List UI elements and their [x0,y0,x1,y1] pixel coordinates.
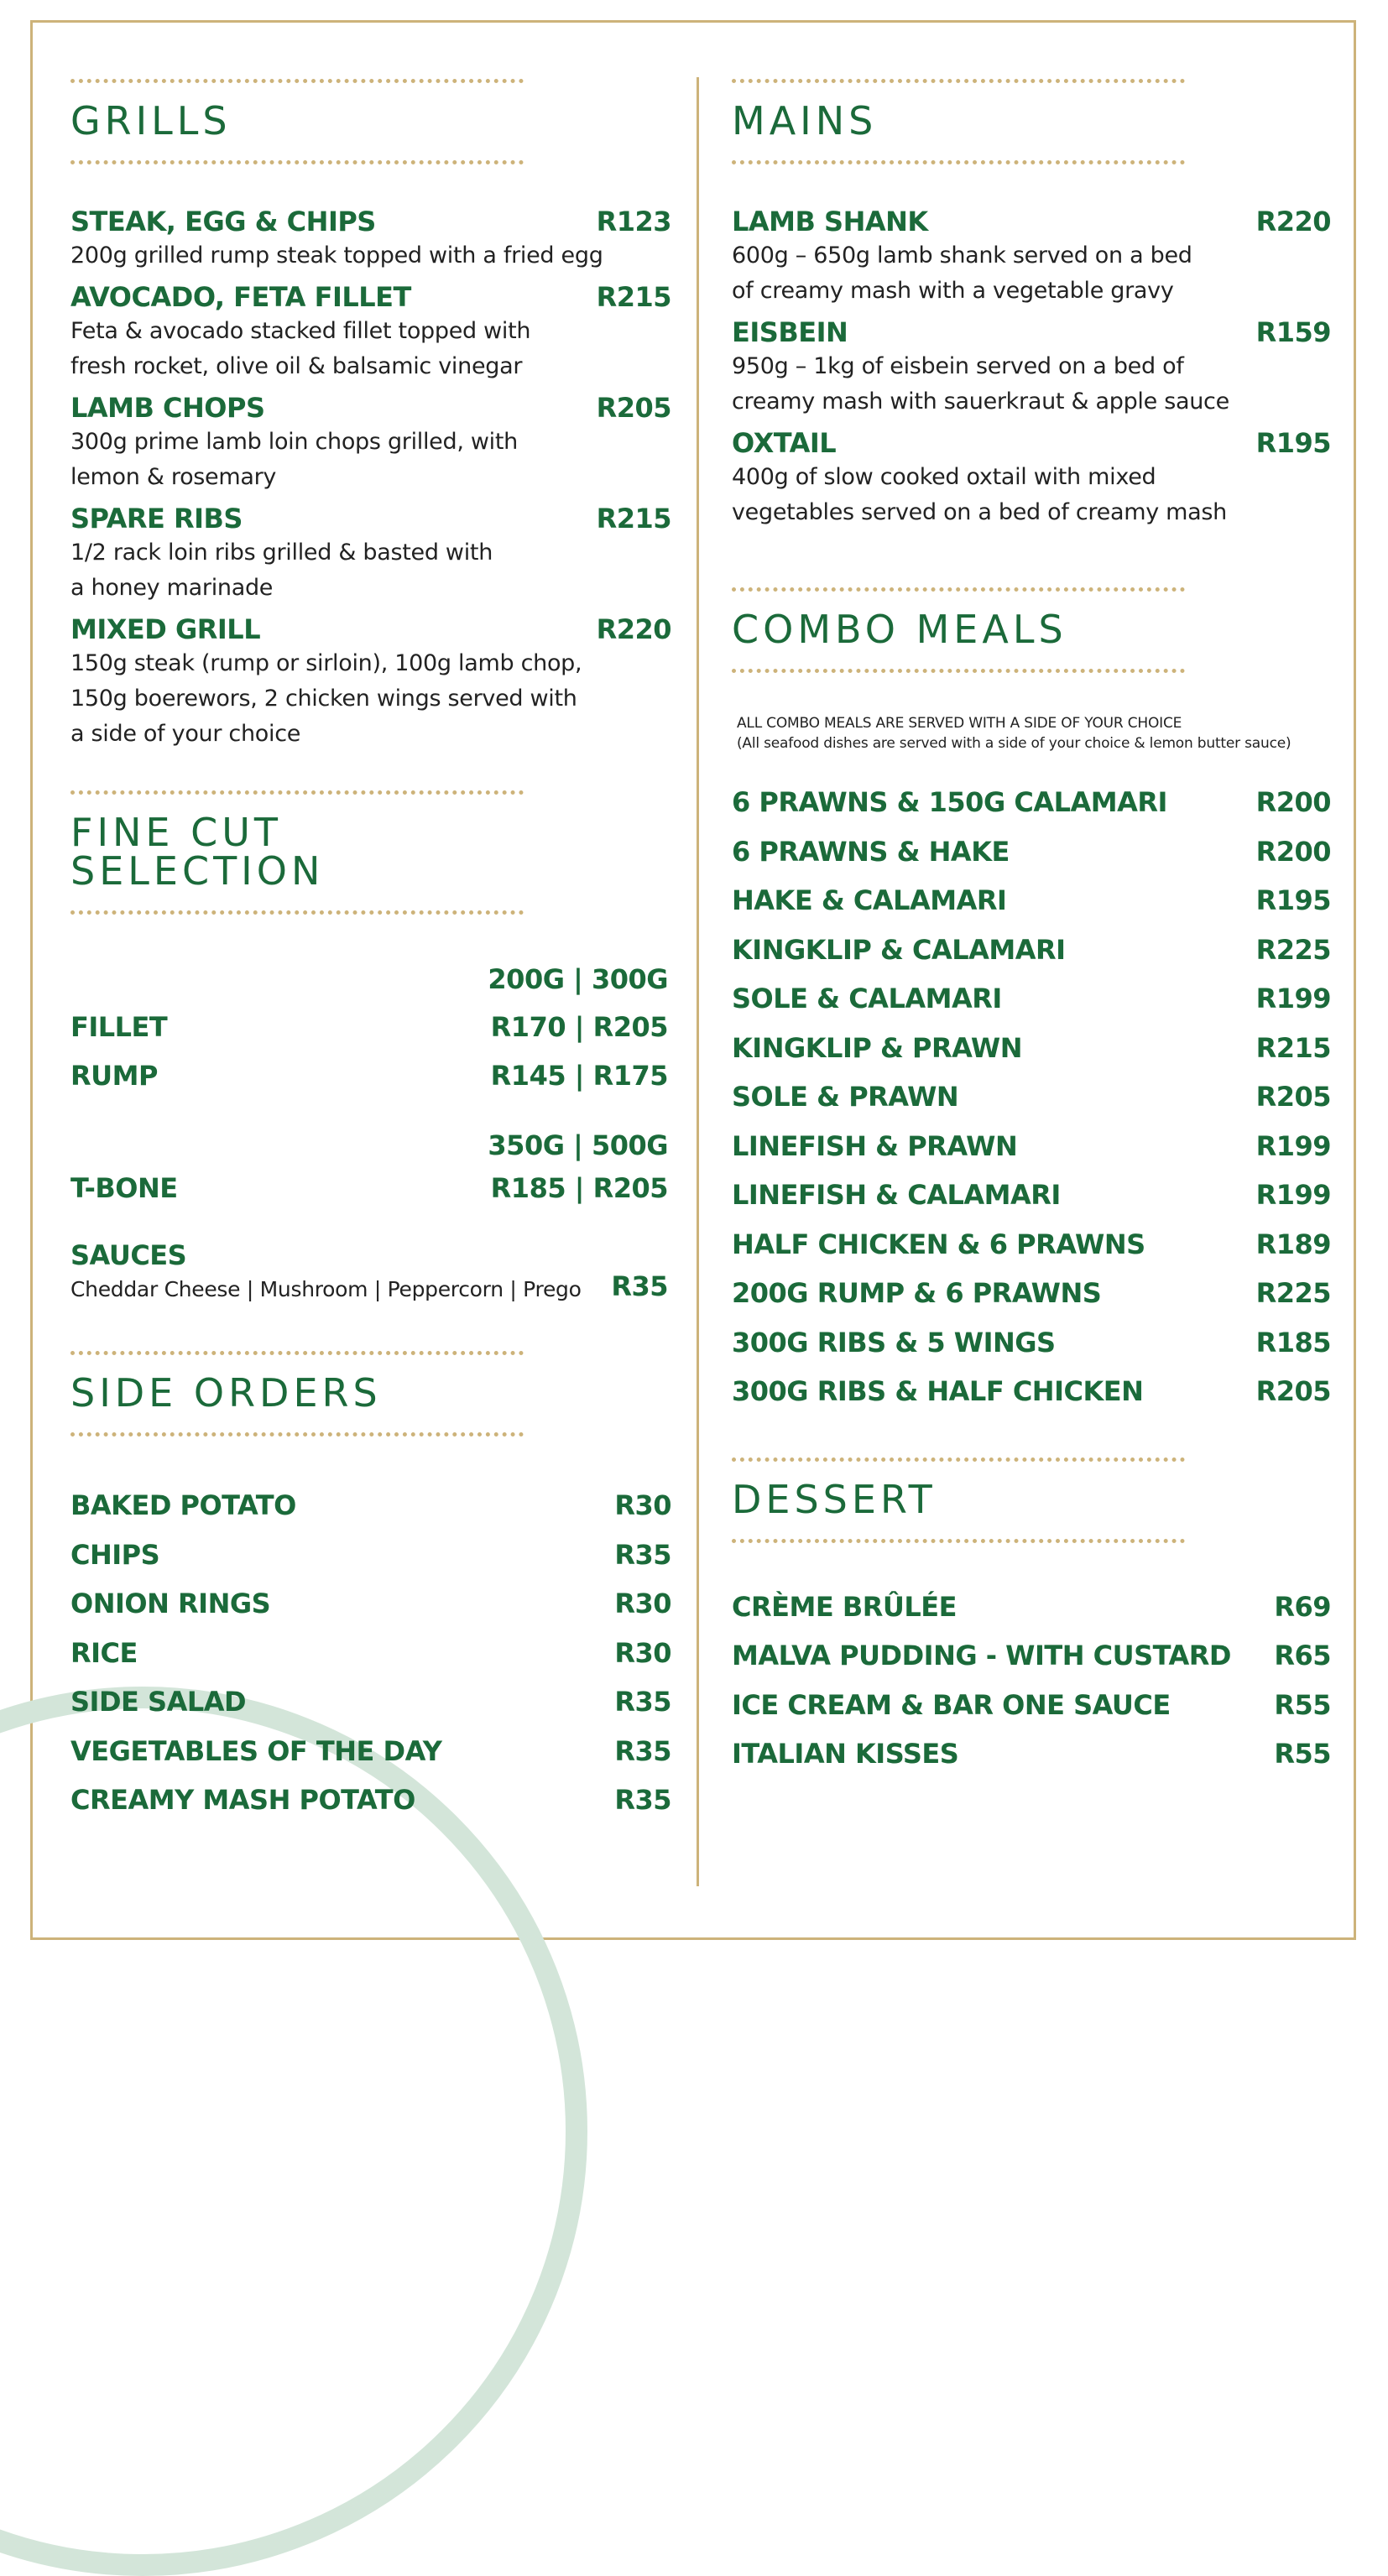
menu-item [732,1129,1331,1163]
menu-item-price: R55 [1274,1688,1331,1721]
menu-item-price: R30 [614,1588,671,1619]
menu-item-name: KINGKLIP & PRAWN [732,1031,1022,1064]
menu-item-name: 200G RUMP & 6 PRAWNS [732,1277,1102,1309]
menu-item [732,884,1331,917]
menu-item-name: AVOCADO, FETA FILLET [70,281,411,313]
menu-item-name: VEGETABLES OF THE DAY [70,1734,442,1767]
menu-item-description: a side of your choice [70,721,301,747]
menu-item-row [732,205,1331,238]
side-orders-header [70,1343,524,1445]
menu-item [732,1374,1331,1408]
menu-item [70,1636,671,1670]
menu-item [70,1538,671,1572]
dotted-rule [70,910,524,915]
menu-item-name: ICE CREAM & BAR ONE SAUCE [732,1688,1171,1721]
side-orders-list [70,1489,671,1817]
menu-item [732,426,1331,530]
menu-item [70,502,671,606]
dotted-rule [70,160,524,164]
menu-item-name: BAKED POTATO [70,1489,296,1521]
menu-item-price: R199 [1255,1179,1331,1211]
menu-item-price: R189 [1255,1228,1331,1260]
combo-note-line-2: (All seafood dishes are served with a side of your choice & lemon butter sauce) [737,735,1291,752]
menu-item-description: Feta & avocado stacked fillet topped with [70,318,531,344]
menu-item [732,933,1331,967]
section-title-dessert: DESSERT [732,1476,937,1522]
menu-item-name: LAMB CHOPS [70,392,265,424]
menu-item-price: R185 [1255,1326,1331,1358]
menu-item-price: R195 [1255,427,1331,459]
menu-item [70,1783,671,1817]
dotted-rule [70,1351,524,1355]
menu-item-description: lemon & rosemary [70,464,277,490]
menu-item [70,391,671,495]
dotted-rule [732,1539,1185,1543]
menu-item [732,1737,1331,1770]
menu-item-name: HALF CHICKEN & 6 PRAWNS [732,1228,1145,1260]
menu-item [732,315,1331,420]
menu-item-price: R215 [1255,1031,1331,1064]
menu-item-price: R69 [1274,1590,1331,1623]
combo-note [737,713,1331,754]
menu-item-row [732,315,1331,349]
dotted-rule [70,79,524,83]
menu-item-name: MIXED GRILL [70,613,261,645]
combo-note-line-1: ALL COMBO MEALS ARE SERVED WITH A SIDE OF YOUR CHOICE [737,715,1182,732]
menu-item-name: SPARE RIBS [70,503,243,534]
menu-item-name: EISBEIN [732,316,848,348]
menu-item [70,1734,671,1768]
menu-item-description: 150g boerewors, 2 chicken wings served with [70,686,577,712]
menu-item [70,1171,668,1205]
menu-item-name: CHIPS [70,1538,160,1571]
menu-item-name: MALVA PUDDING - WITH CUSTARD [732,1640,1231,1671]
menu-item-description: 400g of slow cooked oxtail with mixed [732,464,1156,490]
menu-item [732,1639,1331,1672]
menu-item-row [70,613,671,646]
dessert-list [732,1590,1331,1771]
menu-item [732,1031,1331,1065]
menu-item [70,205,671,274]
menu-item-name: 300G RIBS & 5 WINGS [732,1326,1056,1358]
menu-item-name: OXTAIL [732,427,837,459]
sauces-title: SAUCES [70,1239,187,1271]
menu-item [732,1326,1331,1359]
menu-item-name: LINEFISH & CALAMARI [732,1179,1061,1211]
menu-item [732,785,1331,819]
menu-item-name: RICE [70,1636,138,1669]
menu-item-description: 200g grilled rump steak topped with a fried egg [70,242,603,269]
menu-item-name: 300G RIBS & HALF CHICKEN [732,1375,1144,1407]
menu-item-description: a honey marinade [70,575,274,601]
menu-item-price: R215 [596,281,671,313]
menu-item-row [70,502,671,535]
dessert-header [732,1449,1185,1551]
menu-item-price: R195 [1255,884,1331,916]
menu-item [732,1590,1331,1624]
menu-item-name: SOLE & CALAMARI [732,983,1002,1014]
menu-item [732,1178,1331,1212]
menu-item-description: 1/2 rack loin ribs grilled & basted with [70,540,493,566]
menu-item-price: R30 [614,1636,671,1669]
menu-item [70,1489,671,1522]
menu-item-description: 150g steak (rump or sirloin), 100g lamb chop, [70,650,582,676]
menu-item-name: LINEFISH & PRAWN [732,1129,1018,1162]
menu-item-name: CRÈME BRÛLÉE [732,1590,957,1623]
menu-item-name: T-BONE [70,1172,178,1204]
menu-item-row [70,205,671,238]
menu-item [70,280,671,384]
menu-item-price: R205 [596,392,671,424]
left-column [70,70,671,1833]
fine-cut-rows-a [70,1010,668,1092]
menu-item [70,1587,671,1620]
menu-item-description: vegetables served on a bed of creamy mash [732,499,1227,525]
section-title-fine-cut: FINE CUT SELECTION [70,810,325,894]
menu-item-price: R215 [596,503,671,534]
menu-item-name: SIDE SALAD [70,1686,247,1718]
dotted-rule [732,79,1185,83]
menu-item-name: 6 PRAWNS & HAKE [732,835,1010,868]
menu-item-price: R65 [1274,1640,1331,1671]
fine-cut-sizes-b: 350G | 500G [488,1129,668,1161]
section-title-combo: COMBO MEALS [732,607,1067,652]
mains-header [732,70,1185,173]
right-column [732,70,1331,1786]
menu-item [70,1685,671,1718]
fine-cut-header [70,782,524,923]
menu-item-name: ITALIAN KISSES [732,1738,959,1770]
column-divider [697,77,699,1886]
menu-item-name: KINGKLIP & CALAMARI [732,933,1066,966]
menu-item [70,613,671,752]
menu-item-description: creamy mash with sauerkraut & apple sauce [732,388,1229,415]
sauces-price: R35 [611,1270,668,1302]
dotted-rule [732,669,1185,673]
menu-item-price: R123 [596,206,671,237]
menu-item-price: R199 [1255,1129,1331,1162]
menu-item-row [732,426,1331,460]
menu-item-price: R205 [1255,1081,1331,1113]
combo-list [732,785,1331,1408]
dotted-rule [70,1432,524,1437]
menu-item-price: R200 [1255,835,1331,868]
grills-header [70,70,524,173]
fine-cut-sizes-a: 200G | 300G [488,963,668,995]
menu-item [70,1059,668,1092]
menu-item-price: R159 [1255,316,1331,348]
menu-item-name: CREAMY MASH POTATO [70,1784,415,1816]
menu-item-price: R200 [1255,786,1331,818]
menu-item-name: RUMP [70,1060,158,1092]
menu-item-description: fresh rocket, olive oil & balsamic vinegar [70,353,523,379]
menu-item-name: HAKE & CALAMARI [732,884,1007,916]
menu-item-price: R35 [614,1538,671,1571]
menu-item-price: R35 [614,1686,671,1718]
dotted-rule [732,160,1185,164]
menu-item-price: R199 [1255,983,1331,1014]
dotted-rule [70,790,524,795]
menu-item-price: R225 [1255,933,1331,966]
menu-item-name: STEAK, EGG & CHIPS [70,206,376,237]
menu-item-price: R30 [614,1489,671,1521]
menu-item [732,1688,1331,1722]
combo-header [732,579,1185,681]
menu-item [732,1276,1331,1310]
menu-item-price: R220 [596,613,671,645]
menu-item [732,1080,1331,1113]
mains-list [732,205,1331,530]
dotted-rule [732,1457,1185,1462]
dotted-rule [732,587,1185,592]
menu-item [732,982,1331,1015]
section-title-mains: MAINS [732,98,878,143]
menu-item-price: R145 | R175 [490,1060,668,1092]
menu-item-description: 950g – 1kg of eisbein served on a bed of [732,353,1184,379]
menu-item-price: R35 [614,1784,671,1816]
sauces-row [70,1272,668,1307]
menu-item-price: R35 [614,1734,671,1767]
menu-item-description: 300g prime lamb loin chops grilled, with [70,429,518,455]
fine-cut-rows-b [70,1171,668,1205]
menu-item-price: R205 [1255,1375,1331,1407]
section-title-grills: GRILLS [70,98,232,143]
menu-item [70,1010,668,1044]
menu-item [732,1228,1331,1261]
section-title-side-orders: SIDE ORDERS [70,1370,382,1416]
menu-item-name: 6 PRAWNS & 150G CALAMARI [732,786,1167,818]
menu-item-description: 600g – 650g lamb shank served on a bed [732,242,1192,269]
menu-item-price: R170 | R205 [490,1011,668,1043]
grills-list [70,205,671,752]
menu-item-row [70,280,671,314]
menu-item-row [70,391,671,425]
menu-item [732,835,1331,868]
menu-item-name: FILLET [70,1011,168,1043]
menu-item-price: R220 [1255,206,1331,237]
menu-item-name: LAMB SHANK [732,206,928,237]
menu-item-name: SOLE & PRAWN [732,1081,959,1113]
sauces-list: Cheddar Cheese | Mushroom | Peppercorn | Prego [70,1277,582,1301]
menu-item-price: R55 [1274,1738,1331,1770]
menu-item-description: of creamy mash with a vegetable gravy [732,278,1174,304]
menu-item [732,205,1331,309]
menu-item-price: R225 [1255,1277,1331,1309]
menu-item-name: ONION RINGS [70,1588,271,1619]
menu-item-price: R185 | R205 [490,1172,668,1204]
